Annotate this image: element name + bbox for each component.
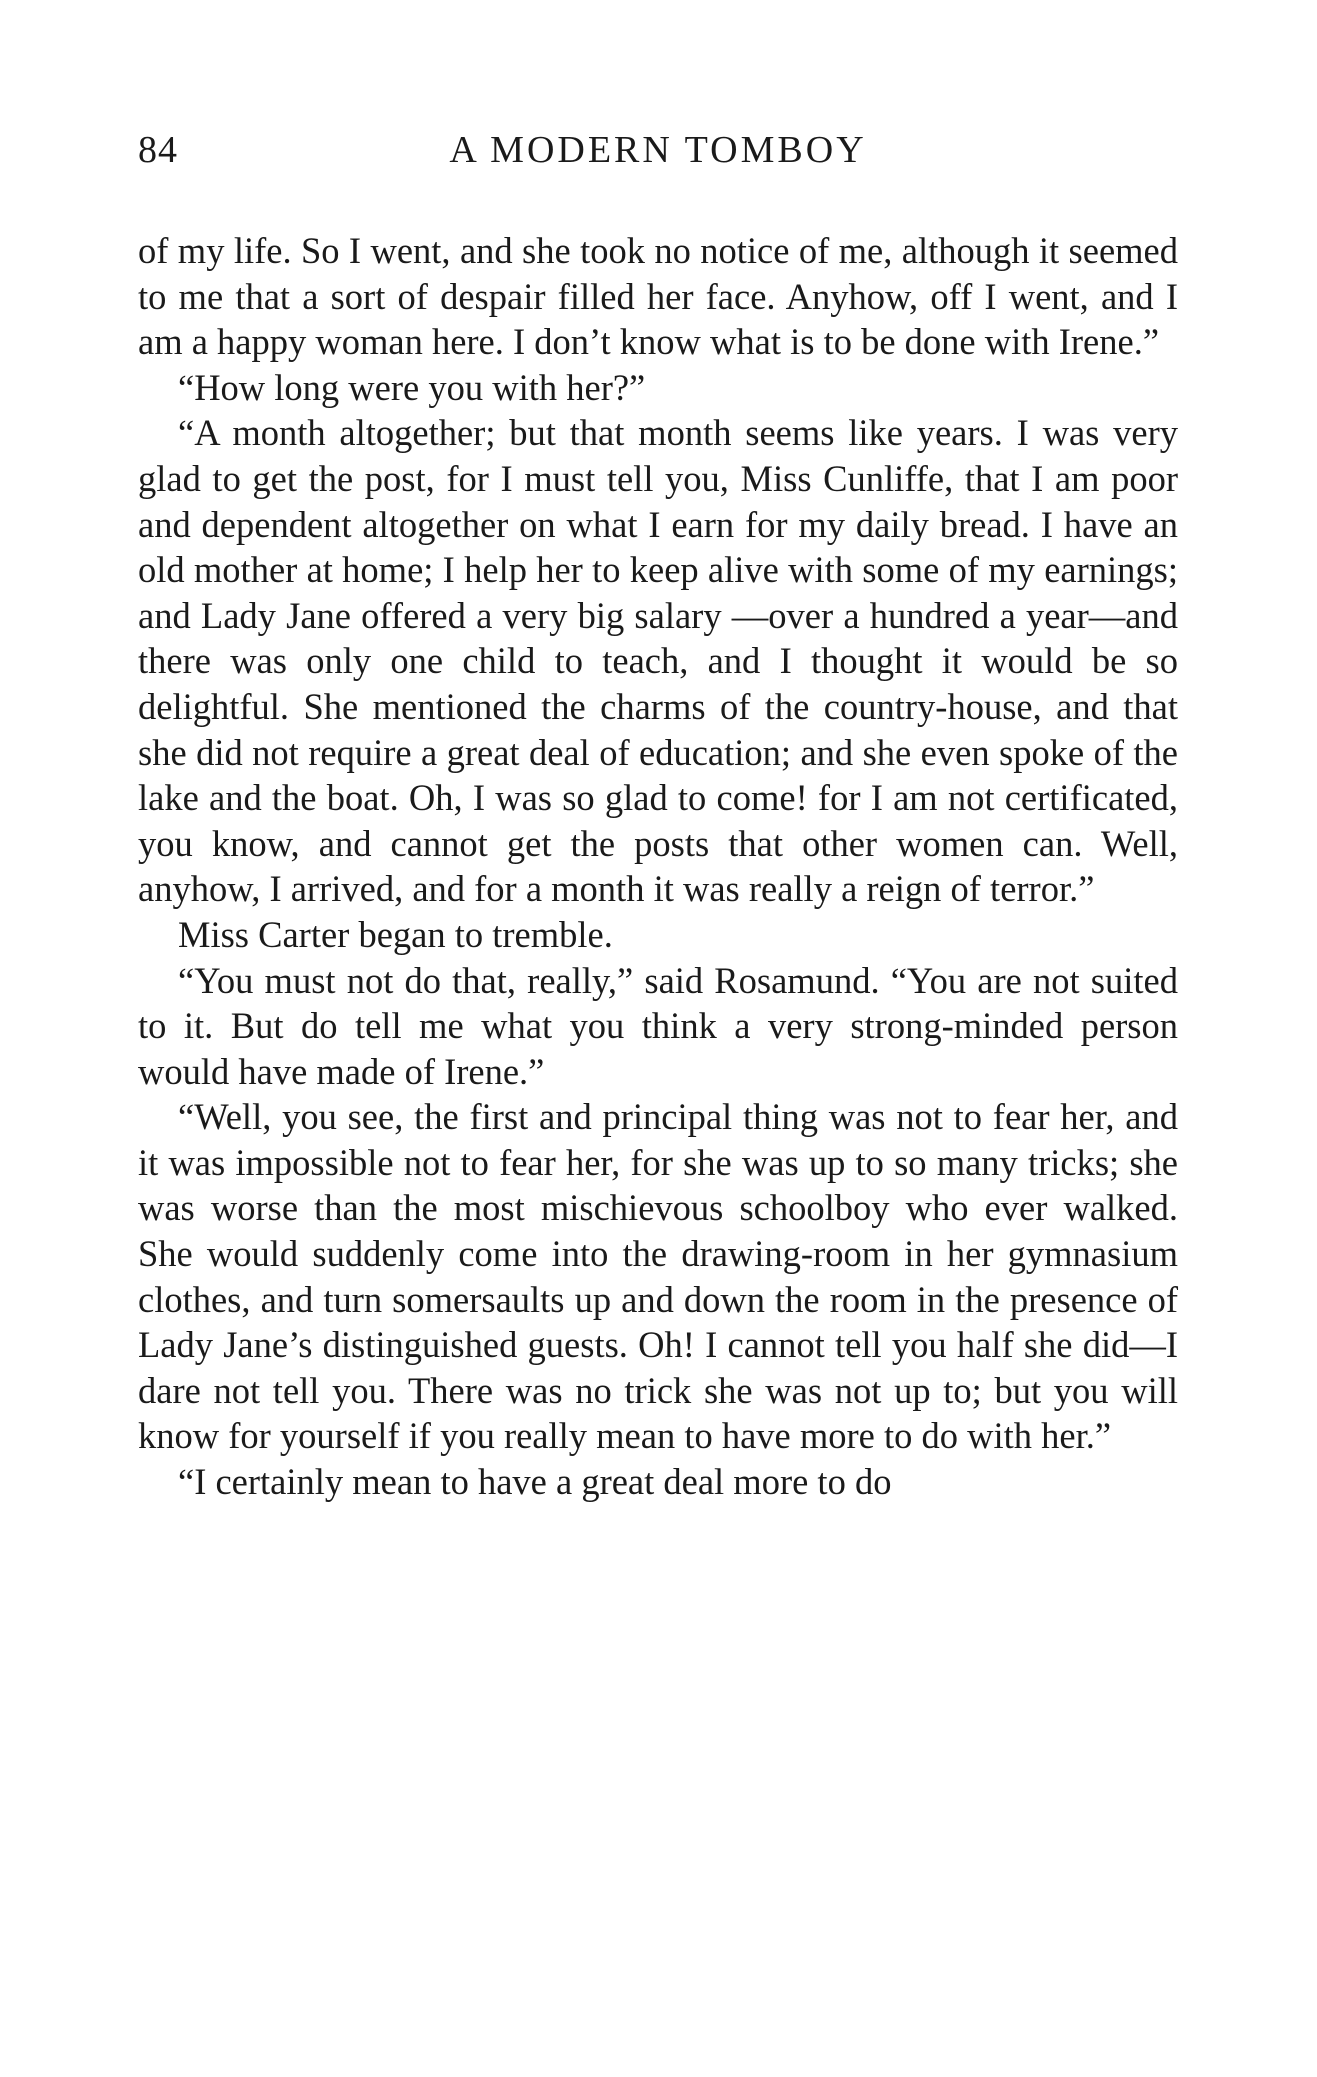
running-head: A MODERN TOMBOY	[449, 129, 867, 171]
paragraph: “I certainly mean to have a great deal more to do	[178, 1461, 892, 1503]
paragraph: “A month altogether; but that month seems like years. I was very glad to get the post, for I must tell you, Miss Cunliffe, that I am poor and dependent altogether on what I earn for my daily bread. I have an old mother at home; I help her to keep alive with some of my earnings; and Lady Jane offered a very big salary —over a hundred a year—and there was only one child to teach, and I thought it would be so delightful. She mentioned the charms of the country-house, and that she did not require a great deal of education; and she even spoke of the lake and the boat. Oh, I was so glad to come! for I am not certificated, you know, and cannot get the posts that other women can. Well, anyhow, I arrived, and for a month it was really a reign of terror.”	[138, 412, 1178, 910]
paragraph: “How long were you with her?”	[178, 366, 646, 408]
body-text	[138, 228, 1178, 1505]
paragraph: of my life. So I went, and she took no notice of me, although it seemed to me that a sort of despair filled her face. Anyhow, off I went, and I am a happy woman here. I don’t know what is to be done with Irene.”	[138, 230, 1178, 363]
page-number: 84	[138, 129, 178, 171]
paragraph: “You must not do that, really,” said Rosamund. “You are not suited to it. But do tell me what you think a very strong-minded person would have made of Irene.”	[138, 959, 1178, 1092]
page-header	[138, 128, 1178, 184]
paragraph: Miss Carter began to tremble.	[178, 913, 613, 955]
paragraph: “Well, you see, the first and principal thing was not to fear her, and it was impossible not to fear her, for she was up to so many tricks; she was worse than the most mischievous schoolboy who ever walked. She would suddenly come into the drawing-room in her gymnasium clothes, and turn somersaults up and down the room in the presence of Lady Jane’s distinguished guests. Oh! I cannot tell you half she did—I dare not tell you. There was no trick she was not up to; but you will know for yourself if you really mean to have more to do with her.”	[138, 1096, 1178, 1457]
